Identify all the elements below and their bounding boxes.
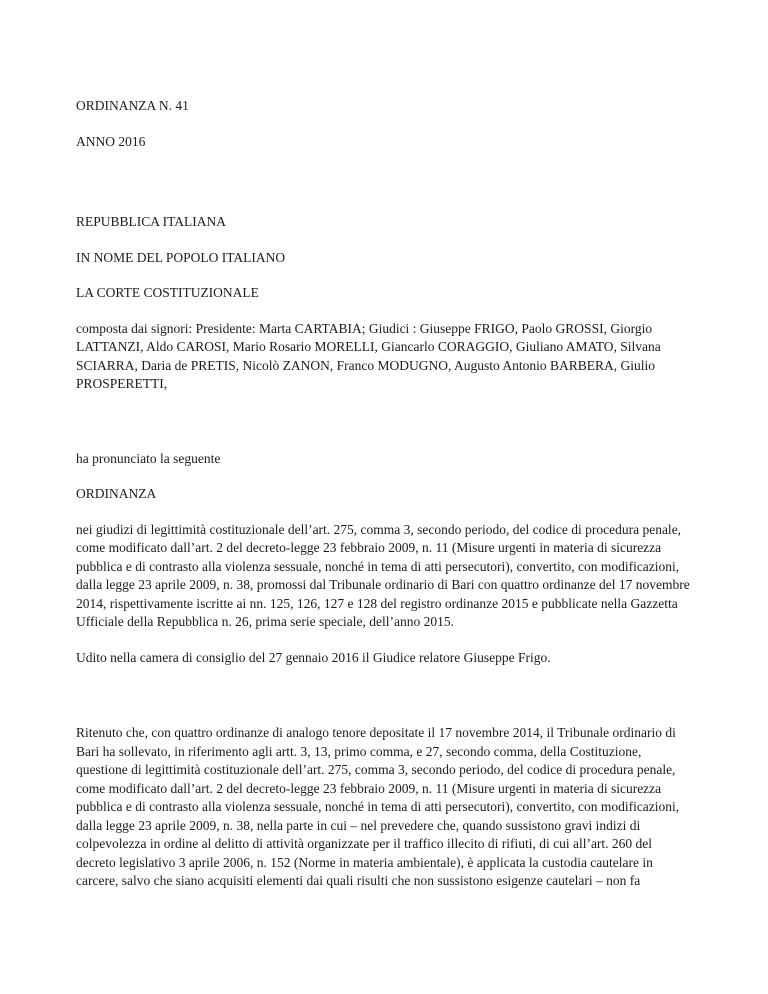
hearing-paragraph: Udito nella camera di consiglio del 27 gennaio 2016 il Giudice relatore Giuseppe Frigo. [76, 649, 551, 665]
heading-in-name-of-people: IN NOME DEL POPOLO ITALIANO [76, 249, 286, 265]
heading-court: LA CORTE COSTITUZIONALE [76, 285, 259, 300]
pronouncement-intro: ha pronunciato la seguente [76, 450, 221, 466]
heading-republic: REPUBBLICA ITALIANA [76, 214, 227, 229]
judgments-paragraph: nei giudizi di legittimità costituzionale dell’art. 275, comma 3, secondo periodo, del codice di procedura penale, come modificato dall’art. 2 del decreto-legge 23 febbraio 2009, n. 11 (Misure urgenti in materia di sicurezza pubblica e di contrasto alla violenza sessuale, nonché in tema di atti persecutori), convertito, con modificazioni, dalla legge 23 aprile 2009, n. 38, promossi dal Tribunale ordinario di Bari con quattro ordinanze del 17 novembre 2014, rispettivamente iscritte ai nn. 125, 126, 127 e 128 del registro ordinanze 2015 e pubblicate nella Gazzetta Ufficiale della Repubblica n. 26, prima serie speciale, dell’anno 2015. [76, 521, 694, 629]
ordinance-title: ORDINANZA [76, 486, 157, 501]
ritenuto-paragraph: Ritenuto che, con quattro ordinanze di analogo tenore depositate il 17 novembre 2014, il Tribunale ordinario di Bari ha sollevato, in riferimento agli artt. 3, 13, primo comma, e 27, secondo comma, della Costituzione, questione di legittimità costituzionale dell’art. 275, comma 3, secondo periodo, del codice di procedura penale, come modificato dall’art. 2 del decreto-legge 23 febbraio 2009, n. 11 (Misure urgenti in materia di sicurezza pubblica e di contrasto alla violenza sessuale, nonché in tema di atti persecutori), convertito, con modificazioni, dalla legge 23 aprile 2009, n. 38, nella parte in cui – nel prevedere che, quando sussistono gravi indizi di colpevolezza in ordine al delitto di attività organizzate per il traffico illecito di rifiuti, di cui all’art. 260 del decreto legislativo 3 aprile 2006, n. 152 (Norme in materia ambientale), è applicata la custodia cautelare in carcere, salvo che siano acquisiti elementi dai quali risulti che non sussistono esigenze cautelari – non fa [76, 725, 683, 888]
ordinance-year: ANNO 2016 [76, 133, 146, 149]
composition-paragraph: composta dai signori: Presidente: Marta CARTABIA; Giudici : Giuseppe FRIGO, Paolo GROSSI, Giorgio LATTANZI, Aldo CAROSI, Mario Rosario MORELLI, Giancarlo CORAGGIO, Giuliano AMATO, Silvana SCIARRA, Daria de PRETIS, Nicolò ZANON, Franco MODUGNO, Augusto Antonio BARBERA, Giulio PROSPERETTI, [76, 320, 665, 391]
ordinance-number: ORDINANZA N. 41 [76, 98, 189, 113]
